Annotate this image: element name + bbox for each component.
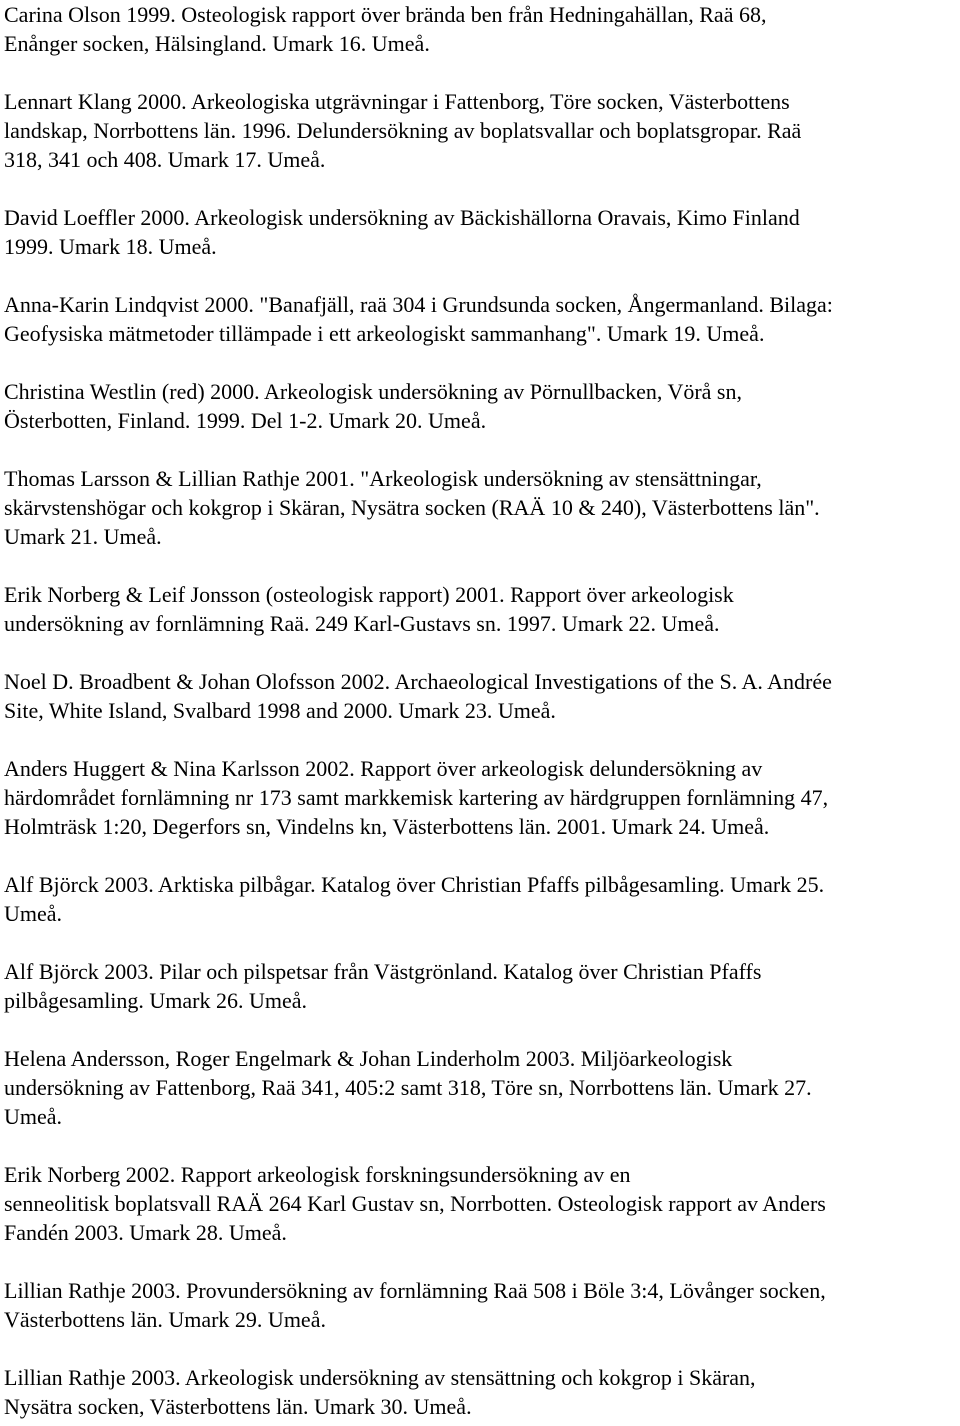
reference-line: Noel D. Broadbent & Johan Olofsson 2002. Archaeological Investigations of the S. A. Andrée: [4, 669, 832, 694]
reference-line: Carina Olson 1999. Osteologisk rapport över brända ben från Hedningahällan, Raä 68,: [4, 2, 767, 27]
reference-line: Holmträsk 1:20, Degerfors sn, Vindelns kn, Västerbottens län. 2001. Umark 24. Umeå.: [4, 814, 770, 839]
reference-line: 318, 341 och 408. Umark 17. Umeå.: [4, 147, 326, 172]
reference-line: Christina Westlin (red) 2000. Arkeologisk undersökning av Pörnullbacken, Vörå sn,: [4, 379, 742, 404]
reference-line: Anders Huggert & Nina Karlsson 2002. Rapport över arkeologisk delundersökning av: [4, 756, 763, 781]
reference-line: Österbotten, Finland. 1999. Del 1-2. Umark 20. Umeå.: [4, 408, 487, 433]
reference-entry: [4, 1160, 960, 1247]
reference-entry: [4, 377, 960, 435]
reference-entry: [4, 957, 960, 1015]
reference-line: Site, White Island, Svalbard 1998 and 2000. Umark 23. Umeå.: [4, 698, 556, 723]
reference-line: Nysätra socken, Västerbottens län. Umark 30. Umeå.: [4, 1394, 472, 1419]
reference-entry: [4, 754, 960, 841]
reference-line: Lillian Rathje 2003. Provundersökning av fornlämning Raä 508 i Böle 3:4, Lövånger socken,: [4, 1278, 826, 1303]
reference-entry: [4, 1363, 960, 1421]
reference-line: Anna-Karin Lindqvist 2000. "Banafjäll, raä 304 i Grundsunda socken, Ångermanland. Bilaga:: [4, 292, 833, 317]
reference-line: Enånger socken, Hälsingland. Umark 16. Umeå.: [4, 31, 430, 56]
reference-line: Geofysiska mätmetoder tillämpade i ett arkeologiskt sammanhang". Umark 19. Umeå.: [4, 321, 765, 346]
reference-line: David Loeffler 2000. Arkeologisk undersökning av Bäckishällorna Oravais, Kimo Finland: [4, 205, 800, 230]
reference-entry: [4, 580, 960, 638]
reference-line: Lennart Klang 2000. Arkeologiska utgrävningar i Fattenborg, Töre socken, Västerbottens: [4, 89, 790, 114]
reference-line: Thomas Larsson & Lillian Rathje 2001. "Arkeologisk undersökning av stensättningar,: [4, 466, 762, 491]
reference-entry: [4, 0, 960, 58]
reference-line: Alf Björck 2003. Pilar och pilspetsar från Västgrönland. Katalog över Christian Pfaffs: [4, 959, 762, 984]
reference-entry: [4, 290, 960, 348]
reference-line: Fandén 2003. Umark 28. Umeå.: [4, 1220, 287, 1245]
reference-line: Helena Andersson, Roger Engelmark & Johan Linderholm 2003. Miljöarkeologisk: [4, 1046, 733, 1071]
reference-line: Västerbottens län. Umark 29. Umeå.: [4, 1307, 326, 1332]
reference-entry: [4, 870, 960, 928]
reference-line: senneolitisk boplatsvall RAÄ 264 Karl Gustav sn, Norrbotten. Osteologisk rapport av Anders: [4, 1191, 826, 1216]
reference-line: pilbågesamling. Umark 26. Umeå.: [4, 988, 308, 1013]
reference-entry: [4, 1276, 960, 1334]
reference-entry: [4, 1044, 960, 1131]
reference-entry: [4, 464, 960, 551]
reference-line: Alf Björck 2003. Arktiska pilbågar. Katalog över Christian Pfaffs pilbågesamling. Umark 25.: [4, 872, 825, 897]
reference-entry: [4, 667, 960, 725]
reference-line: Erik Norberg 2002. Rapport arkeologisk forskningsundersökning av en: [4, 1162, 631, 1187]
reference-line: undersökning av fornlämning Raä. 249 Karl-Gustavs sn. 1997. Umark 22. Umeå.: [4, 611, 720, 636]
reference-line: härdområdet fornlämning nr 173 samt markkemisk kartering av härdgruppen fornlämning 47,: [4, 785, 829, 810]
reference-line: Umeå.: [4, 1104, 63, 1129]
reference-line: Umark 21. Umeå.: [4, 524, 162, 549]
reference-line: skärvstenshögar och kokgrop i Skäran, Nysätra socken (RAÄ 10 & 240), Västerbottens län".: [4, 495, 820, 520]
reference-line: Umeå.: [4, 901, 63, 926]
reference-line: Erik Norberg & Leif Jonsson (osteologisk rapport) 2001. Rapport över arkeologisk: [4, 582, 734, 607]
reference-line: undersökning av Fattenborg, Raä 341, 405:2 samt 318, Töre sn, Norrbottens län. Umark 27.: [4, 1075, 812, 1100]
reference-line: Lillian Rathje 2003. Arkeologisk undersökning av stensättning och kokgrop i Skäran,: [4, 1365, 756, 1390]
reference-entry: [4, 203, 960, 261]
reference-line: landskap, Norrbottens län. 1996. Delundersökning av boplatsvallar och boplatsgropar. Raä: [4, 118, 802, 143]
reference-entry: [4, 87, 960, 174]
reference-line: 1999. Umark 18. Umeå.: [4, 234, 217, 259]
